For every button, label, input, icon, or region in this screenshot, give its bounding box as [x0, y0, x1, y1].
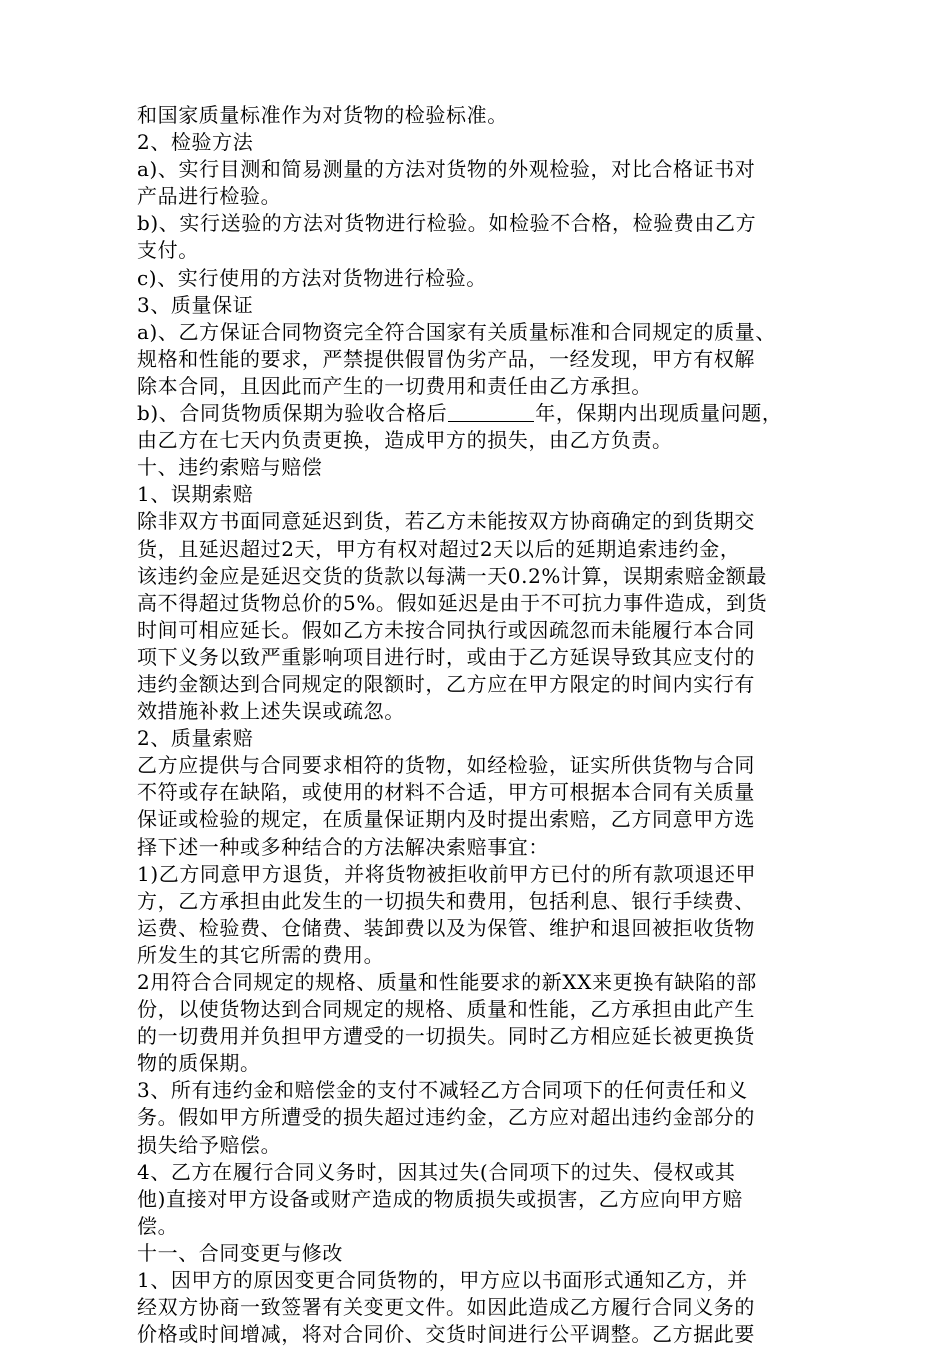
text-line: 份，以使货物达到合同规定的规格、质量和性能，乙方承担由此产生 [137, 997, 755, 1022]
text-line: 乙方应提供与合同要求相符的货物，如经检验，证实所供货物与合同 [137, 753, 755, 778]
text-line: 所发生的其它所需的费用。 [137, 942, 385, 967]
text-line: 不符或存在缺陷，或使用的材料不合适，甲方可根据本合同有关质量 [137, 780, 755, 805]
warranty-text-after: 年，保期内出现质量问题， [535, 401, 783, 426]
text-line: 1、误期索赔 [137, 482, 254, 507]
text-line: 规格和性能的要求，严禁提供假冒伪劣产品，一经发现，甲方有权解 [137, 346, 755, 371]
warranty-period-line [137, 400, 827, 427]
text-line: 3、所有违约金和赔偿金的支付不减轻乙方合同项下的任何责任和义 [137, 1078, 748, 1103]
text-line: a)、实行目测和简易测量的方法对货物的外观检验，对比合格证书对 [137, 157, 756, 182]
text-line: 由乙方在七天内负责更换，造成甲方的损失，由乙方负责。 [137, 428, 673, 453]
text-line: 2、质量索赔 [137, 726, 254, 751]
text-line: 价格或时间增减，将对合同价、交货时间进行公平调整。乙方据此要 [137, 1322, 755, 1347]
text-line: c)、实行使用的方法对货物进行检验。 [137, 265, 487, 290]
text-line: 务。假如甲方所遭受的损失超过违约金，乙方应对超出违约金部分的 [137, 1105, 755, 1130]
text-line: 该违约金应是延迟交货的货款以每满一天0.2%计算，误期索赔金额最 [137, 563, 768, 588]
text-line: 的一切费用并负担甲方遭受的一切损失。同时乙方相应延长被更换货 [137, 1024, 755, 1049]
text-line: 效措施补救上述失误或疏忽。 [137, 699, 405, 724]
document-page [137, 102, 827, 1348]
text-line: 和国家质量标准作为对货物的检验标准。 [137, 103, 508, 127]
text-line: 择下述一种或多种结合的方法解决索赔事宜： [137, 834, 549, 859]
text-line: 2、检验方法 [137, 130, 254, 155]
text-line: 货，且延迟超过2天，甲方有权对超过2天以后的延期追索违约金， [137, 536, 741, 561]
warranty-text-before: b)、合同货物质保期为验收合格后 [137, 401, 448, 426]
text-line: 1)乙方同意甲方退货，并将货物被拒收前甲方已付的所有款项退还甲 [137, 861, 757, 886]
text-line: 偿。 [137, 1213, 179, 1238]
text-line: 产品进行检验。 [137, 184, 282, 209]
text-line: a)、乙方保证合同物资完全符合国家有关质量标准和合同规定的质量、 [137, 319, 776, 344]
text-line: 违约金额达到合同规定的限额时，乙方应在甲方限定的时间内实行有 [137, 671, 755, 696]
text-line: 除本合同，且因此而产生的一切费用和责任由乙方承担。 [137, 373, 652, 398]
text-line: 3、质量保证 [137, 292, 254, 317]
text-line: 时间可相应延长。假如乙方未按合同执行或因疏忽而未能履行本合同 [137, 617, 755, 642]
text-line: 除非双方书面同意延迟到货，若乙方未能按双方协商确定的到货期交 [137, 509, 755, 534]
text-line: 项下义务以致严重影响项目进行时，或由于乙方延误导致其应支付的 [137, 644, 755, 669]
text-line: 他)直接对甲方设备或财产造成的物质损失或损害，乙方应向甲方赔 [137, 1186, 743, 1211]
text-line: 经双方协商一致签署有关变更文件。如因此造成乙方履行合同义务的 [137, 1295, 755, 1320]
text-line: 运费、检验费、仓储费、装卸费以及为保管、维护和退回被拒收货物 [137, 915, 755, 940]
warranty-years-blank [448, 401, 534, 422]
text-line: 十一、合同变更与修改 [137, 1240, 343, 1265]
text-line: 4、乙方在履行合同义务时，因其过失(合同项下的过失、侵权或其 [137, 1159, 736, 1184]
text-line: 2用符合合同规定的规格、质量和性能要求的新XX来更换有缺陷的部 [137, 970, 757, 994]
text-line: 损失给予赔偿。 [137, 1132, 282, 1157]
text-line: b)、实行送验的方法对货物进行检验。如检验不合格，检验费由乙方 [137, 211, 757, 236]
text-line: 支付。 [137, 238, 199, 263]
text-line: 1、因甲方的原因变更合同货物的，甲方应以书面形式通知乙方，并 [137, 1268, 748, 1293]
text-line: 方，乙方承担由此发生的一切损失和费用，包括利息、银行手续费、 [137, 888, 755, 913]
text-line: 保证或检验的规定，在质量保证期内及时提出索赔，乙方同意甲方选 [137, 807, 755, 832]
text-line: 物的质保期。 [137, 1051, 261, 1076]
text-line: 高不得超过货物总价的5%。假如延迟是由于不可抗力事件造成，到货 [137, 590, 768, 615]
text-line: 十、违约索赔与赔偿 [137, 455, 323, 480]
